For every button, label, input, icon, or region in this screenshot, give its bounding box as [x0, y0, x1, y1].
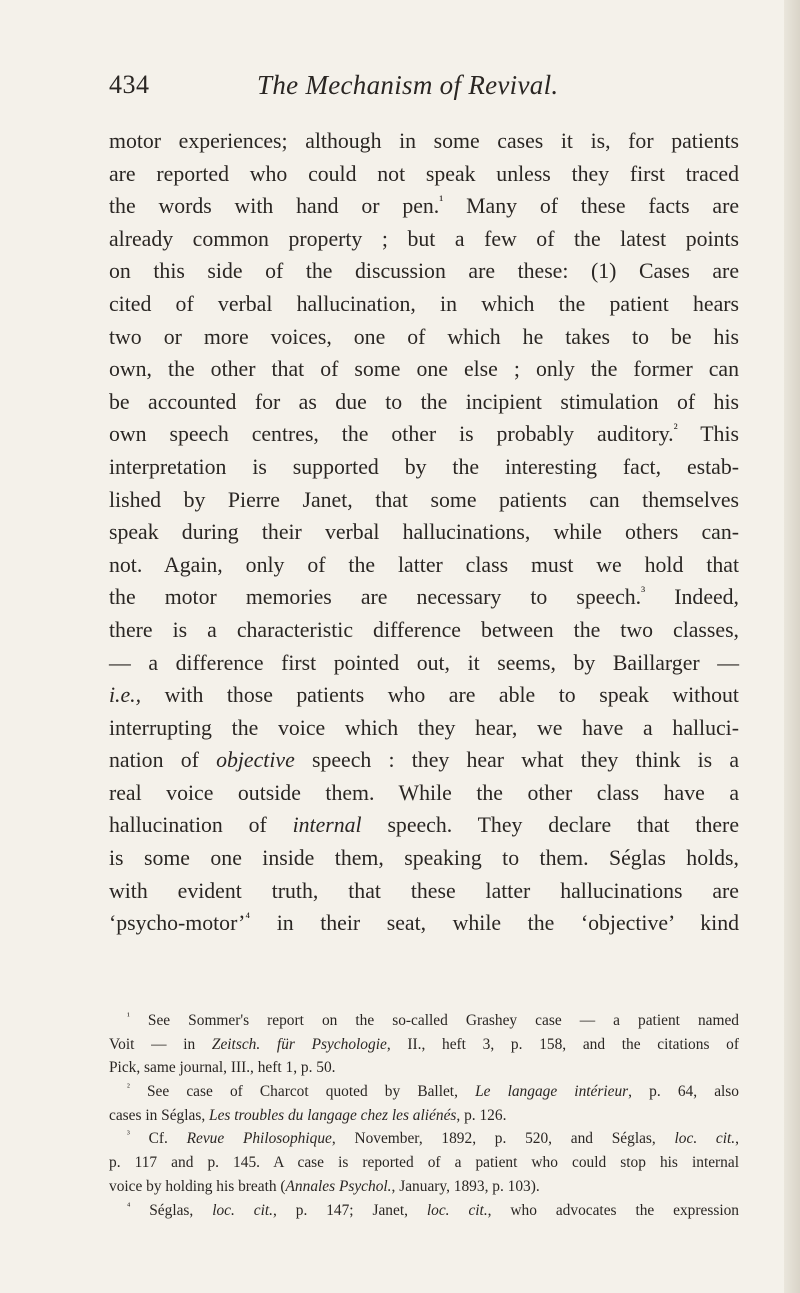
body-line: real voice outside them. While the other class have a [109, 780, 739, 805]
footnote-line: Voit — in Zeitsch. für Psychologie, II., heft 3, p. 158, and the citations of [109, 1035, 739, 1053]
footnote-line: $^{^1}$ See Sommer's report on the so-called Grashey case — a patient named [127, 1010, 739, 1029]
body-line: with evident truth, that these latter hallucinations are [109, 878, 739, 903]
body-line: own, the other that of some one else ; only the former can [109, 357, 739, 382]
body-line: own speech centres, the other is probably auditory.$^{^2}$ This [109, 421, 739, 447]
page-edge-shadow [784, 0, 800, 1293]
page-number: 434 [109, 70, 150, 99]
footnote-line: $^{^2}$ See case of Charcot quoted by Ballet, Le langage intérieur, p. 64, also [127, 1081, 739, 1101]
body-line: i.e., with those patients who are able to speak without [109, 683, 739, 708]
footnotes [109, 1009, 739, 1222]
body-line: be accounted for as due to the incipient stimulation of his [109, 389, 739, 414]
body-line: hallucination of internal speech. They declare that there [109, 813, 739, 838]
body-line: interpretation is supported by the interesting fact, estab- [109, 454, 739, 479]
body-line: not. Again, only of the latter class must we hold that [109, 552, 739, 577]
body-line: speak during their verbal hallucinations, while others can- [109, 520, 739, 545]
footnote-line: voice by holding his breath (Annales Psychol., January, 1893, p. 103). [109, 1177, 540, 1195]
footnote-line: $^{^4}$ Séglas, loc. cit., p. 147; Janet, loc. cit., who advocates the expression [127, 1200, 739, 1219]
body-line: there is a characteristic difference between the two classes, [109, 617, 739, 642]
footnote-line: $^{^3}$ Cf. Revue Philosophique, November, 1892, p. 520, and Séglas, loc. cit., [127, 1129, 740, 1148]
body-line: is some one inside them, speaking to them. Séglas holds, [109, 846, 739, 871]
body-line: already common property ; but a few of the latest points [109, 226, 739, 251]
body-line: the words with hand or pen.$^{^1}$ Many of these facts are [109, 192, 739, 219]
body-line: cited of verbal hallucination, in which the patient hears [109, 291, 739, 316]
body-line: are reported who could not speak unless they first traced [109, 161, 739, 186]
body-line: nation of objective speech : they hear what they think is a [109, 748, 739, 773]
body-line: interrupting the voice which they hear, we have a halluci- [109, 715, 739, 740]
body-line: lished by Pierre Janet, that some patients can themselves [109, 487, 739, 512]
footnote-line: cases in Séglas, Les troubles du langage chez les aliénés, p. 126. [109, 1106, 507, 1124]
page-header [109, 70, 749, 106]
running-title: The Mechanism of Revival. [257, 70, 559, 100]
footnote-line: p. 117 and p. 145. A case is reported of a patient who could stop his internal [109, 1154, 739, 1172]
body-line: — a difference first pointed out, it seems, by Baillarger — [109, 650, 739, 675]
footnote-line: Pick, same journal, III., heft 1, p. 50. [109, 1059, 336, 1077]
body-line: ‘psycho-motor’$^{^4}$ in their seat, while the ‘objective’ kind [109, 909, 739, 936]
body-line: the motor memories are necessary to speech.$^{^3}$ Indeed, [109, 584, 740, 610]
body-line: two or more voices, one of which he takes to be his [109, 324, 739, 349]
body-line: motor experiences; although in some cases it is, for patients [109, 129, 739, 153]
body-line: on this side of the discussion are these: (1) Cases are [109, 259, 739, 284]
body-text [109, 125, 739, 940]
